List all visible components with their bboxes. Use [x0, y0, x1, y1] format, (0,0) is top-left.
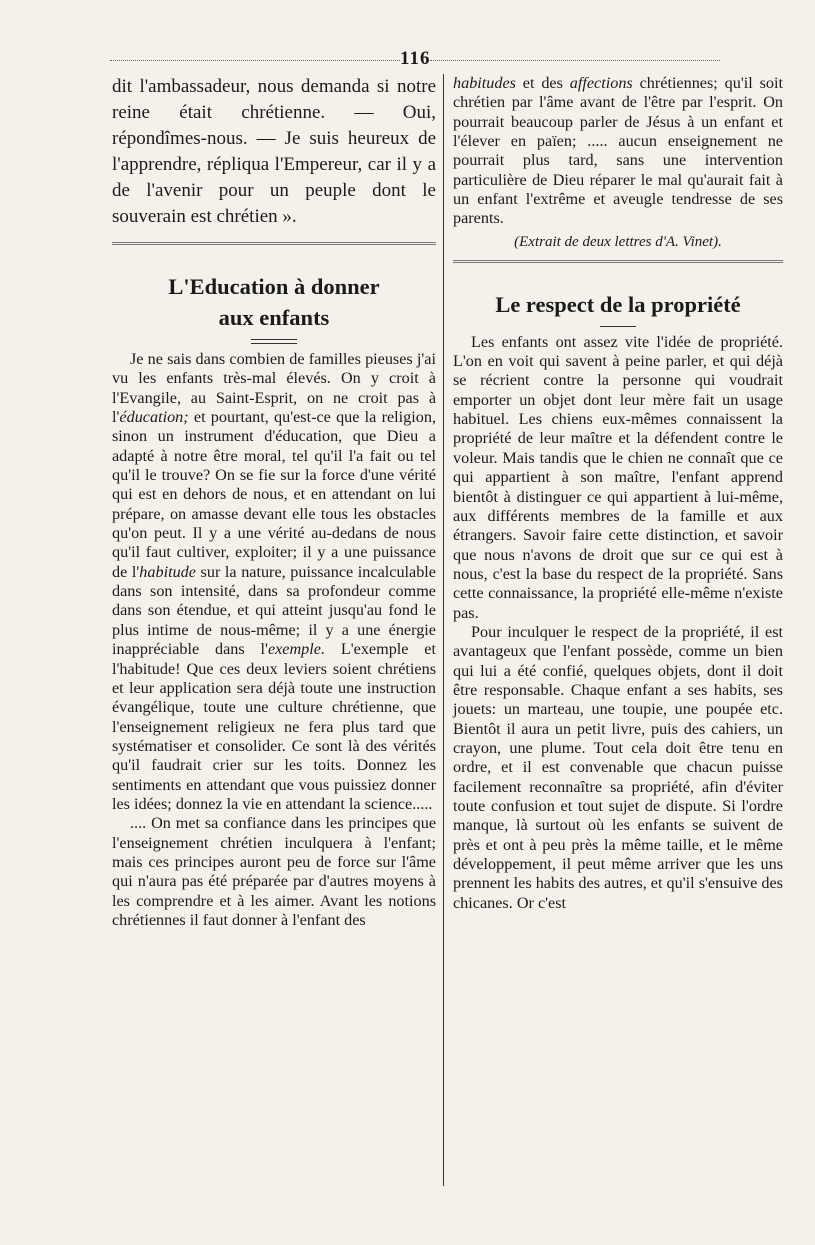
education-continuation [453, 74, 783, 229]
article-title-education [112, 271, 436, 333]
article-title-line2: aux enfants [218, 305, 330, 330]
education-paragraph-1 [112, 350, 436, 814]
emphasis-habitude: habitude [139, 562, 196, 581]
education-paragraph-2: .... On met sa confiance dans les principes que l'enseignement chrétien inculquera à l'enfant; mais ces principes auront peu de force sur l'âme qui n'aura pas été préparée par d'autres moyens à les comprendre et à les aimer. Avant les notions chrétiennes il faut donner à l'enfant des [112, 814, 436, 929]
page-header [110, 48, 720, 70]
emphasis-education: éducation; [119, 408, 189, 427]
column-divider [443, 74, 444, 1186]
text-run: L'exemple et l'habitude! Que ces deux leviers soient chrétiens et leur application sera déjà toute une instruction évangélique, toute une culture chrétienne, que l'enseignement religieux ne fera plus tard que systématiser et consolider. Ce sont là des vérités qu'il faudrait crier sur les toits. Donnez les sentiments en attendant que vous puissiez donner les idées; donnez la vie en attendant la science..... [112, 640, 436, 813]
left-column [112, 74, 436, 930]
article-title-line1: L'Education à donner [168, 274, 380, 299]
title-ornament-rule [600, 326, 636, 327]
previous-article-ending: dit l'ambassadeur, nous demanda si notre reine était chrétienne. — Oui, répondîmes-nous. — Je suis heureux de l'apprendre, répliqua l'Empereur, car il y a de l'avenir pour un peuple dont le souverain est chrétien ». [112, 76, 436, 227]
article-source-attribution: (Extrait de deux lettres d'A. Vinet). [514, 233, 722, 250]
right-column [453, 74, 783, 913]
text-run: et des [515, 74, 570, 92]
header-rule-right [430, 60, 720, 61]
article-title-propriete: Le respect de la propriété [495, 291, 741, 317]
text-run: Je ne sais dans combien de familles pieuses j'ai vu les enfants très-mal élevés. On y croit à l'Evangile, au Saint-Esprit, on ne croit pas à l' [112, 350, 436, 427]
page-number: 116 [400, 48, 431, 69]
text-run: sur la nature, puissance incalculable dans son intensité, dans sa profondeur comme dans son étendue, et qui atteint jusqu'au fond le plus intime de nous-même; il y a une énergie inappréciable dans l' [112, 562, 436, 659]
propriete-paragraph-2: Pour inculquer le respect de la propriété, il est avantageux que l'enfant possède, comme un bien qui lui a été confié, quelques objets, dont il doit être responsable. Chaque enfant a ses habits, ses jouets: un marteau, une toupie, une poupée etc. Bientôt il aura un petit livre, puis des cahiers, un crayon, une plume. Tout cela doit être tenu en ordre, et il est convenable que chacun puisse facilement reconnaître sa propriété, afin d'éviter toute confusion et tout sujet de dispute. Si l'ordre manque, là surtout où les enfants se suivent de près et ont à peu près la même taille, et le même développement, il peut même arriver que les uns prennent les habits des autres, et qu'il s'ensuive des chicanes. Or c'est [453, 622, 783, 912]
text-run: chrétiennes; qu'il soit chrétien par l'âme avant de l'être par l'esprit. On pourrait beaucoup parler de Jésus à un enfant et l'élever en païen; ..... aucun enseignement ne pourrait plus tard, sans une intervention particulière de Dieu réparer le mal qu'aurait fait à un enfant l'extrême et aveugle tendresse de ses parents. [453, 74, 783, 228]
propriete-paragraph-1: Les enfants ont assez vite l'idée de propriété. L'on en voit qui savent à peine parler, et qui déjà se récrient contre la personne qui voudrait emporter un objet dont leur mère fait un usage habituel. Les chiens eux-mêmes connaissent la propriété de leur maître et la défendent contre le voleur. Mais tandis que le chien ne connaît que ce qui appartient à son maître, l'enfant apprend bientôt à distinguer ce qui appartient à lui-même, aux différents membres de la famille et aux étrangers. Savoir faire cette distinction, et savoir que nous n'avons de droit que sur ce qui est à nous, c'est la base du respect de la propriété. Sans cette connaissance, la propriété elle-même n'existe pas. [453, 332, 783, 622]
header-rule-left [110, 60, 400, 61]
emphasis-habitudes: habitudes [453, 74, 516, 92]
emphasis-affections: affections [569, 74, 633, 92]
text-run: et pourtant, qu'est-ce que la religion, sinon un instrument d'éducation, que Dieu a adapté à notre être moral, tel qu'il l'a fait ou tel qu'il le trouve? On se fie sur la force d'une vérité qui est en dehors de nous, et en attendant on lui prépare, on amasse devant elle tous les obstacles qu'on peut. Il y a une vérité au-dedans de nous qu'il faut cultiver, exploiter; il y a une puissance de l' [112, 408, 436, 581]
title-ornament-rule [251, 339, 297, 344]
emphasis-exemple: exemple. [267, 640, 326, 659]
